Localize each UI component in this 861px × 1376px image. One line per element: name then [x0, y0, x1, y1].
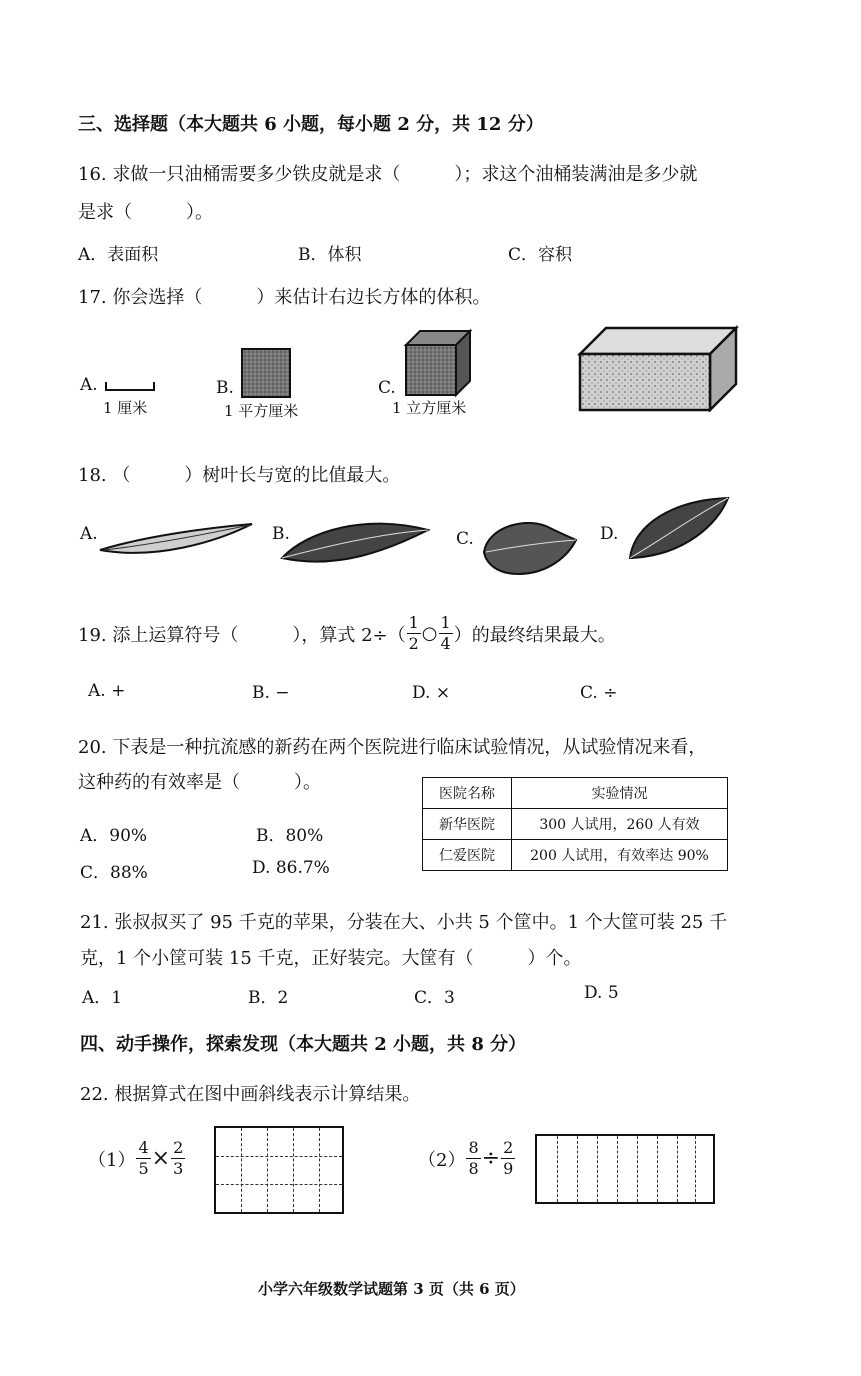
q22-part2-fraction-1-num: 8: [468, 1138, 479, 1157]
q22-part2-fraction-2-num: 2: [503, 1138, 514, 1157]
q18-a-letter: A.: [80, 524, 98, 544]
grid-dashed-line: [216, 1156, 342, 1157]
leaf-d-icon: [624, 494, 732, 566]
q16-option-c: C．容积: [508, 245, 573, 265]
q19-stem: [78, 615, 616, 652]
q17-a-caption: 1 厘米: [103, 399, 148, 417]
q16-option-a: A．表面积: [78, 245, 159, 265]
q17-stem: 17. 你会选择（ ）来估计右边长方体的体积。: [78, 287, 491, 308]
q19-fraction-1-den: 2: [408, 634, 419, 653]
q22-part2-fraction-1: [466, 1140, 480, 1177]
grid-dashed-line: [319, 1128, 320, 1212]
leaf-b-icon: [278, 510, 432, 570]
table-header-hospital: 医院名称: [423, 778, 512, 809]
q16-line1: 16. 求做一只油桶需要多少铁皮就是求（ ）；求这个油桶装满油是多少就: [78, 164, 698, 185]
q18-stem: 18. （ ）树叶长与宽的比值最大。: [78, 465, 401, 486]
q22-part1-fraction-2-den: 3: [173, 1159, 184, 1178]
q17-b-letter: B.: [216, 378, 234, 398]
page-footer: 小学六年级数学试题第 3 页（共 6 页）: [258, 1280, 525, 1298]
q19-suffix: ）的最终结果最大。: [453, 624, 616, 646]
q20-option-c: C．88%: [80, 863, 148, 883]
q17-c-caption: 1 立方厘米: [392, 399, 467, 417]
table-cell: 新华医院: [423, 809, 512, 840]
grid-dashed-line: [216, 1184, 342, 1185]
q22-stem: 22. 根据算式在图中画斜线表示计算结果。: [80, 1084, 421, 1105]
q20-line1: 20. 下表是一种抗流感的新药在两个医院进行临床试验情况，从试验情况来看，: [78, 737, 707, 758]
table-cell: 200 人试用，有效率达 90%: [512, 840, 728, 871]
q22-part2-fraction-1-den: 8: [468, 1159, 479, 1178]
q20-option-b: B．80%: [256, 826, 324, 846]
q18-c-letter: C.: [456, 529, 474, 549]
q22-part1-fraction-1-den: 5: [138, 1159, 149, 1178]
grid-dashed-line: [241, 1128, 242, 1212]
q19-fraction-2: [439, 615, 453, 652]
cuboid-icon: [576, 324, 740, 412]
q22-part2-expression: [418, 1140, 516, 1177]
table-cell: 仁爱医院: [423, 840, 512, 871]
grid-dashed-line: [577, 1136, 578, 1202]
q19-circle-blank: ○: [421, 623, 438, 644]
q19-fraction-2-den: 4: [440, 634, 451, 653]
q22-part1-fraction-2: [171, 1140, 185, 1177]
q22-part1-fraction-1: [136, 1140, 150, 1177]
q22-part2-fraction-2-den: 9: [503, 1159, 514, 1178]
q21-option-a: A．1: [82, 988, 123, 1008]
grid-dashed-line: [267, 1128, 268, 1212]
table-header-row: [423, 778, 728, 809]
leaf-a-icon: [96, 520, 256, 566]
q22-part1-operator: ×: [151, 1146, 171, 1171]
q19-fraction-1: [407, 615, 421, 652]
table-row: [423, 840, 728, 871]
q19-option-d: D. ×: [412, 683, 451, 703]
section-3-title: 三、选择题（本大题共 6 小题，每小题 2 分，共 12 分）: [78, 114, 544, 135]
q22-part1-label: （1）: [88, 1149, 136, 1171]
q22-part1-grid[interactable]: [214, 1126, 344, 1214]
q19-option-c: C. ÷: [580, 683, 618, 703]
table-row: [423, 809, 728, 840]
q17-c-letter: C.: [378, 378, 396, 398]
q22-part2-fraction-2: [501, 1140, 515, 1177]
section-4-title: 四、动手操作，探索发现（本大题共 2 小题，共 8 分）: [80, 1034, 527, 1055]
one-square-centimeter-icon: [240, 347, 292, 399]
q19-option-a: A. +: [88, 681, 126, 701]
grid-dashed-line: [617, 1136, 618, 1202]
q22-part1-expression: [88, 1140, 186, 1177]
q19-prefix: 19. 添上运算符号（ ），算式 2÷（: [78, 624, 406, 646]
q22-part2-grid[interactable]: [535, 1134, 715, 1204]
q17-b-caption: 1 平方厘米: [224, 402, 299, 420]
grid-dashed-line: [637, 1136, 638, 1202]
grid-dashed-line: [293, 1128, 294, 1212]
grid-dashed-line: [657, 1136, 658, 1202]
leaf-c-icon: [478, 516, 580, 578]
hospital-trial-table: [422, 777, 728, 871]
q22-part2-label: （2）: [418, 1149, 466, 1171]
q19-option-b: B. −: [252, 683, 290, 703]
q21-line1: 21. 张叔叔买了 95 千克的苹果，分装在大、小共 5 个筐中。1 个大筐可装 25 千: [80, 912, 728, 933]
table-header-trial: 实验情况: [512, 778, 728, 809]
q21-option-c: C．3: [414, 988, 455, 1008]
q20-option-a: A．90%: [80, 826, 148, 846]
q18-d-letter: D.: [600, 524, 619, 544]
q22-part1-fraction-1-num: 4: [138, 1138, 149, 1157]
one-cubic-centimeter-icon: [402, 327, 474, 399]
q21-line2: 克，1 个小筐可装 15 千克，正好装完。大筐有（ ）个。: [80, 948, 582, 969]
q16-line2: 是求（ ）。: [78, 202, 213, 223]
one-centimeter-line-icon: [104, 380, 156, 392]
q20-option-d: D. 86.7%: [252, 858, 330, 878]
q18-b-letter: B.: [272, 524, 290, 544]
grid-dashed-line: [557, 1136, 558, 1202]
q20-line2: 这种药的有效率是（ ）。: [78, 772, 321, 793]
q19-fraction-2-num: 1: [440, 613, 451, 632]
q22-part2-operator: ÷: [481, 1146, 501, 1171]
grid-dashed-line: [677, 1136, 678, 1202]
q22-part1-fraction-2-num: 2: [173, 1138, 184, 1157]
q19-fraction-1-num: 1: [408, 613, 419, 632]
q16-option-b: B．体积: [298, 245, 362, 265]
grid-dashed-line: [695, 1136, 696, 1202]
table-cell: 300 人试用，260 人有效: [512, 809, 728, 840]
q21-option-d: D. 5: [584, 983, 619, 1003]
q17-a-letter: A.: [80, 375, 98, 395]
q21-option-b: B．2: [248, 988, 289, 1008]
grid-dashed-line: [597, 1136, 598, 1202]
